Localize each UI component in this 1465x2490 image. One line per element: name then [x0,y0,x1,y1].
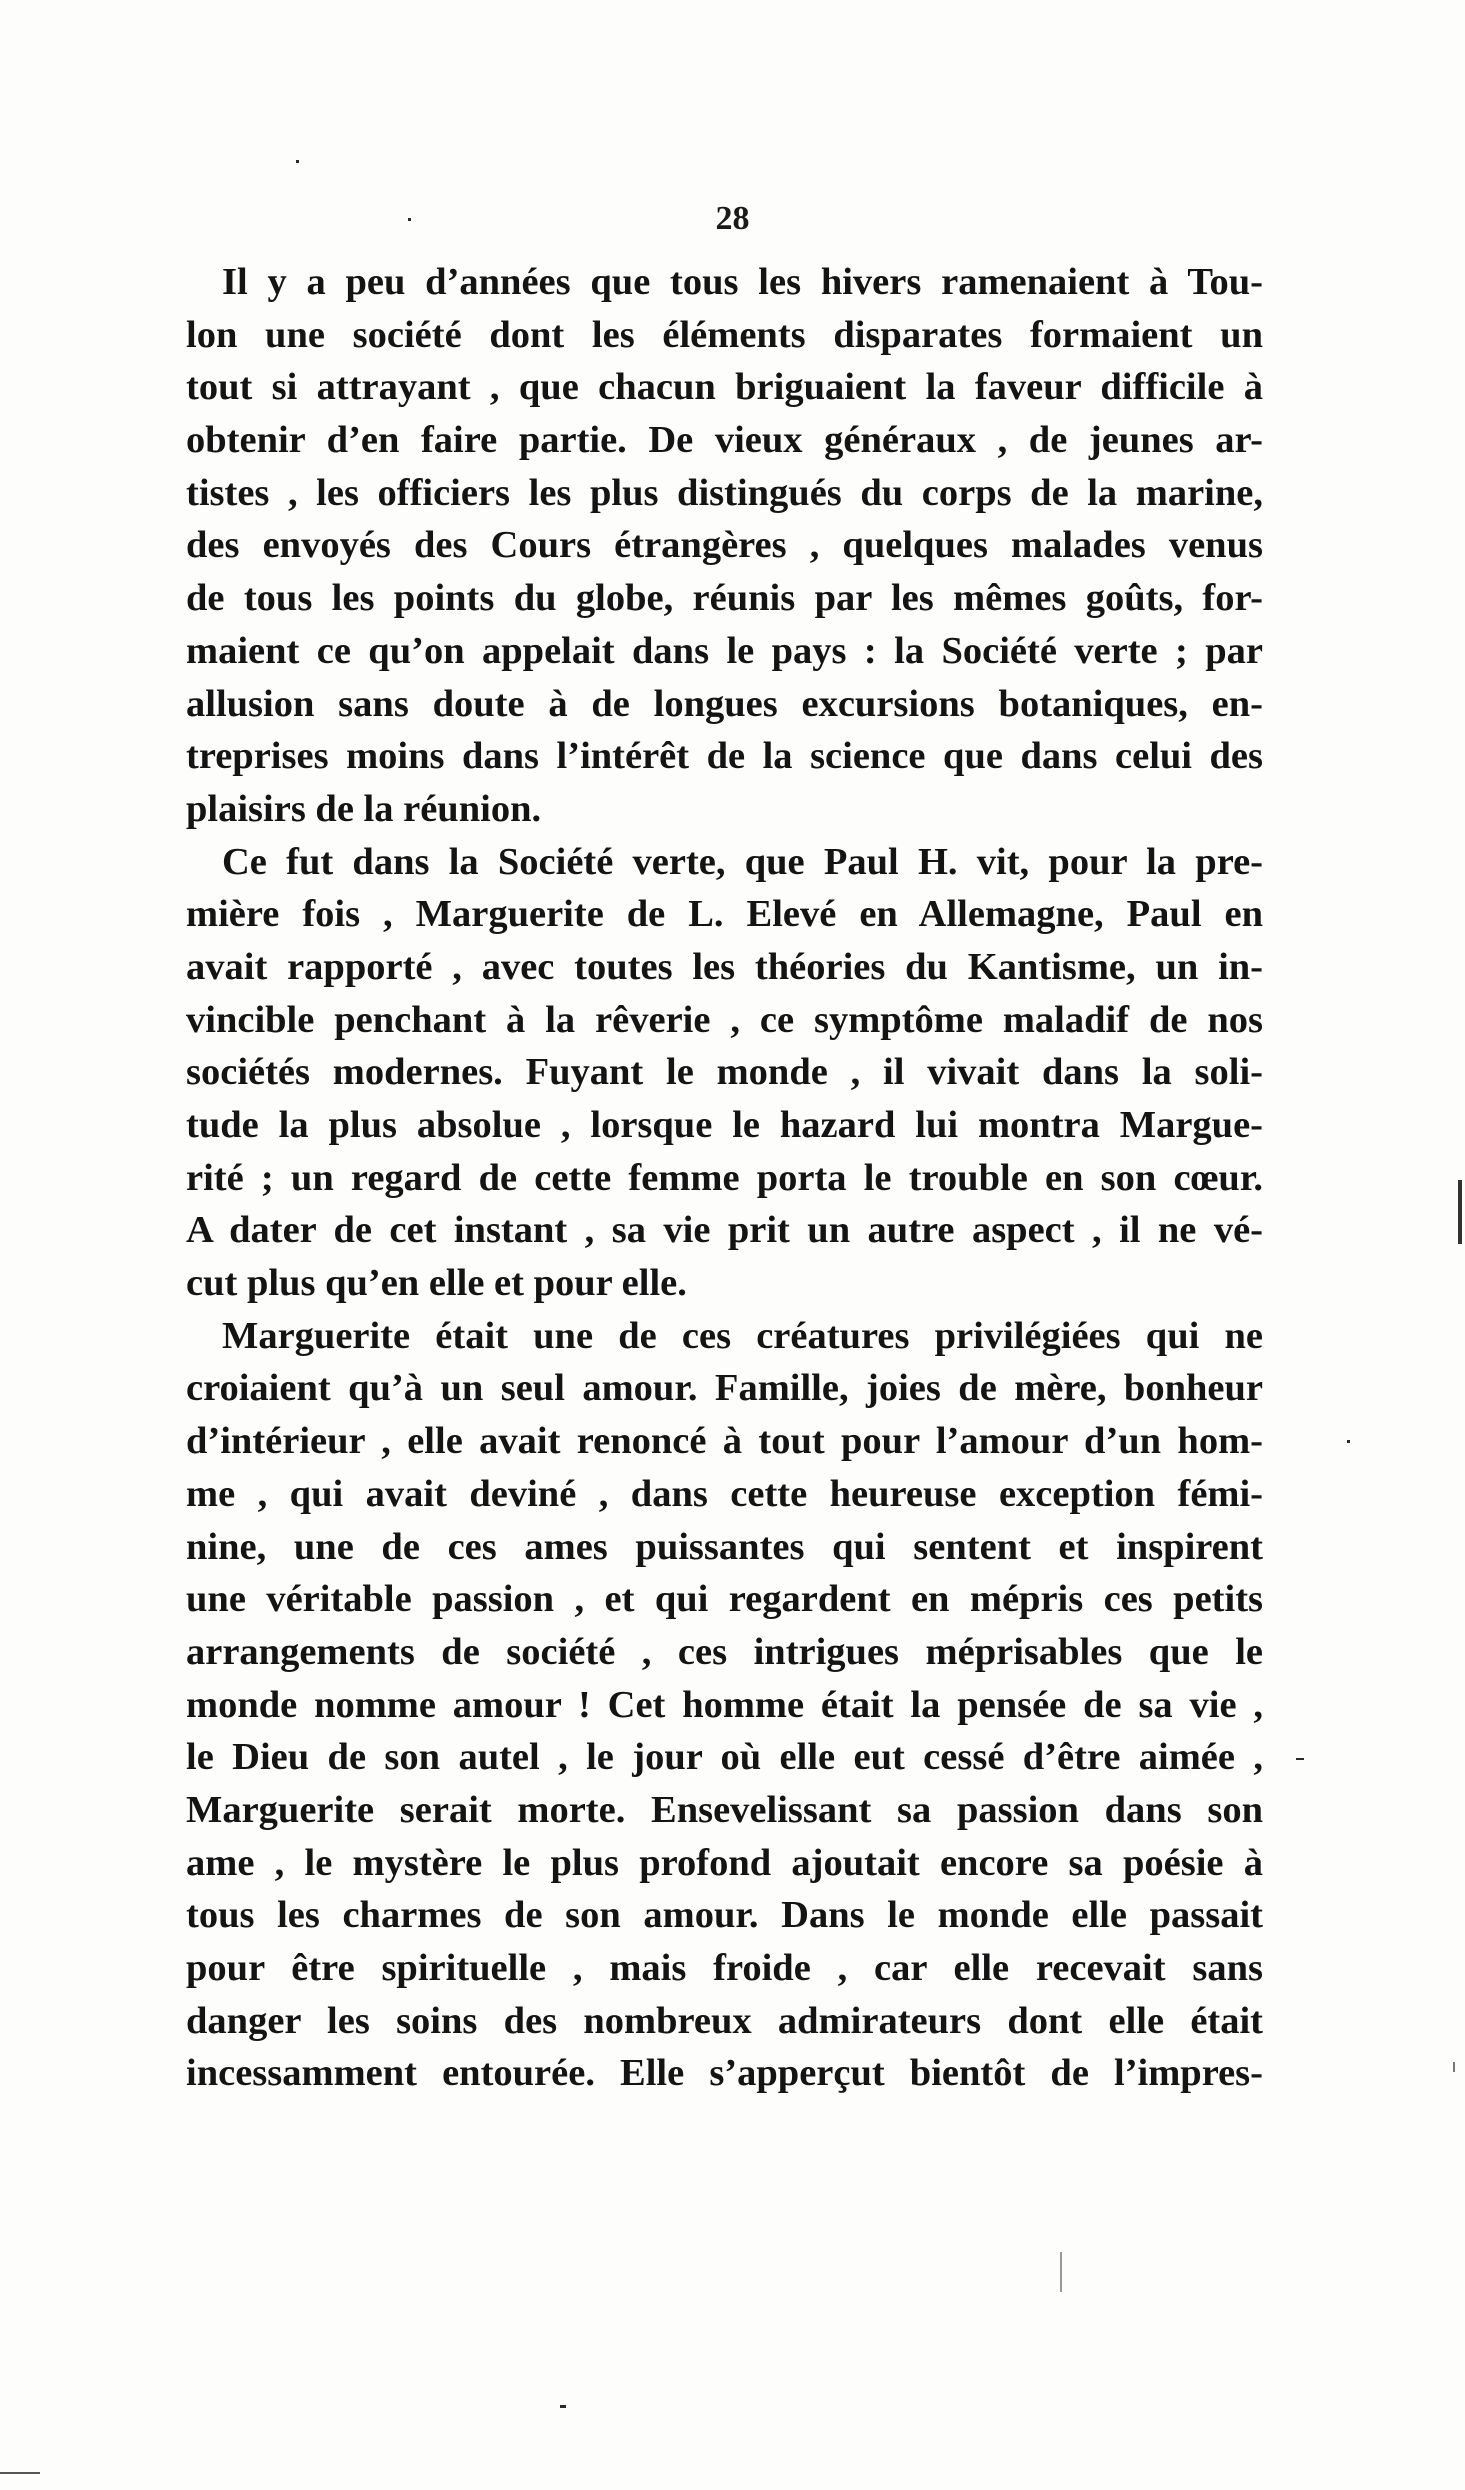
text-line: Il y a peu d’années que tous les hivers ramenaient à Tou- [222,261,1263,303]
text-line: des envoyés des Cours étrangères , quelques malades venus [186,524,1263,567]
text-line: croiaient qu’à un seul amour. Famille, joies de mère, bonheur [186,1367,1263,1410]
text-line: avait rapporté , avec toutes les théories du Kantisme, un in- [186,945,1263,988]
text-line: d’intérieur , elle avait renoncé à tout pour l’amour d’un hom- [186,1420,1263,1463]
scan-speck [1347,1440,1350,1443]
text-line: Marguerite serait morte. Ensevelissant sa passion dans son [186,1788,1263,1831]
text-line: nine, une de ces ames puissantes qui sentent et inspirent [186,1525,1263,1568]
text-line: pour être spirituelle , mais froide , car elle recevait sans [186,1947,1263,1989]
text-line: danger les soins des nombreux admirateurs dont elle était [186,1999,1263,2042]
text-line: ame , le mystère le plus profond ajoutait encore sa poésie à [186,1841,1263,1884]
text-line: tout si attrayant , que chacun briguaient la faveur difficile à [186,366,1263,409]
text-line: lon une société dont les éléments disparates formaient un [186,313,1263,356]
scan-speck [0,2472,40,2474]
text-line: incessamment entourée. Elle s’apperçut bientôt de l’impres- [186,2052,1263,2095]
body-text [186,256,1263,2100]
page-number: 28 [715,200,750,237]
text-line: tous les charmes de son amour. Dans le monde elle passait [186,1894,1263,1937]
text-line: arrangements de société , ces intrigues méprisables que le [186,1630,1263,1673]
text-line: tistes , les officiers les plus distingués du corps de la marine, [186,471,1263,514]
text-line: plaisirs de la réunion. [186,787,542,830]
text-line: me , qui avait deviné , dans cette heureuse exception fémi- [186,1472,1263,1515]
text-line: tude la plus absolue , lorsque le hazard lui montra Margue- [186,1104,1263,1146]
scan-speck [560,2405,566,2408]
scan-edge-mark [1458,1180,1462,1244]
text-line: une véritable passion , et qui regardent en mépris ces petits [186,1578,1263,1621]
text-line: le Dieu de son autel , le jour où elle eut cessé d’être aimée , [186,1736,1263,1779]
text-line: sociétés modernes. Fuyant le monde , il vivait dans la soli- [186,1051,1263,1094]
scan-speck [1453,2062,1455,2072]
text-line: treprises moins dans l’intérêt de la science que dans celui des [186,735,1263,778]
text-line: monde nomme amour ! Cet homme était la pensée de sa vie , [186,1683,1263,1726]
scan-speck [1296,1758,1304,1760]
text-line: Ce fut dans la Société verte, que Paul H. vit, pour la pre- [222,840,1263,883]
text-line: obtenir d’en faire partie. De vieux généraux , de jeunes ar- [186,419,1263,462]
text-line: allusion sans doute à de longues excursions botaniques, en- [186,682,1263,725]
scan-speck [1060,2252,1062,2292]
text-line: Marguerite était une de ces créatures privilégiées qui ne [222,1314,1263,1357]
text-line: A dater de cet instant , sa vie prit un autre aspect , il ne vé- [186,1209,1263,1252]
text-line: cut plus qu’en elle et pour elle. [186,1262,687,1305]
text-line: rité ; un regard de cette femme porta le trouble en son cœur. [186,1156,1263,1199]
scan-speck [408,218,411,221]
scan-speck [296,160,299,163]
text-line: de tous les points du globe, réunis par les mêmes goûts, for- [186,577,1263,620]
text-line: vincible penchant à la rêverie , ce symptôme maladif de nos [186,998,1263,1041]
text-line: mière fois , Marguerite de L. Elevé en Allemagne, Paul en [186,893,1263,936]
text-line: maient ce qu’on appelait dans le pays : la Société verte ; par [186,629,1263,672]
